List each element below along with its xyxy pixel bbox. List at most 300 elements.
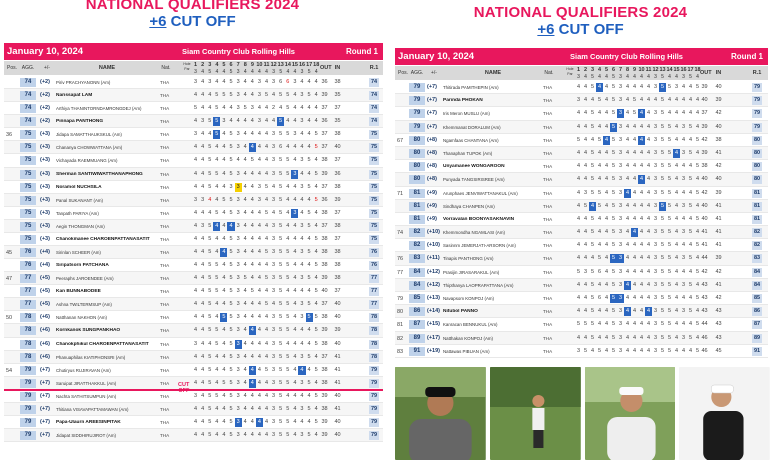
back-nine-total: 39 bbox=[334, 327, 341, 334]
hole-score: 4 bbox=[604, 163, 609, 170]
hole-par: 3 bbox=[272, 69, 276, 75]
nationality: THA bbox=[160, 367, 170, 373]
hole-score: 5 bbox=[667, 123, 672, 130]
hole-score: 5 bbox=[286, 105, 290, 112]
aggregate-score: 75 bbox=[20, 183, 36, 192]
player-name: Phanuaphilas KIATIPHONSRI (Am) bbox=[56, 354, 126, 360]
hole-score: 4 bbox=[208, 196, 212, 203]
nationality: THA bbox=[160, 328, 170, 334]
hole-score: 5 bbox=[611, 229, 616, 236]
hole-score: 3 bbox=[653, 202, 658, 209]
hole-score: 5 bbox=[611, 176, 616, 183]
hole-score: 3 bbox=[618, 189, 623, 196]
hole-score: 4 bbox=[293, 419, 297, 426]
hole-score: 4 bbox=[604, 255, 609, 262]
hole-score: 4 bbox=[314, 79, 318, 85]
table-row bbox=[4, 429, 383, 442]
to-par: (+19) bbox=[427, 347, 440, 354]
table-row bbox=[395, 318, 768, 331]
hole-score: 3 bbox=[236, 92, 240, 99]
round-score: 82 bbox=[753, 229, 761, 236]
player-name: Arthiya THANINTORNDAMRONGDEJ (Am) bbox=[56, 106, 142, 112]
nationality: THA bbox=[160, 315, 170, 321]
golfer-photo-4 bbox=[679, 367, 770, 460]
hole-score: 3 bbox=[576, 97, 581, 104]
hole-score: 4 bbox=[293, 262, 297, 269]
hole-score: 3 bbox=[653, 347, 658, 354]
table-row bbox=[4, 76, 383, 89]
hole-score: 4 bbox=[194, 366, 198, 373]
hole-score: 3 bbox=[272, 314, 276, 321]
aggregate-score: 74 bbox=[20, 91, 36, 100]
hole-score: 5 bbox=[611, 189, 616, 196]
table-row bbox=[4, 272, 383, 285]
front-nine-total: 39 bbox=[321, 432, 328, 439]
hole-score: 5 bbox=[667, 84, 672, 90]
hole-score: 5 bbox=[208, 288, 212, 295]
hole-score: 5 bbox=[279, 262, 283, 269]
hole-score: 5 bbox=[314, 196, 318, 203]
hole-score: 4 bbox=[250, 235, 254, 242]
table-row bbox=[395, 187, 768, 200]
hole-score: 5 bbox=[208, 301, 212, 308]
hole-score: 5 bbox=[576, 268, 581, 275]
back-nine-total: 37 bbox=[334, 209, 341, 216]
hole-score: 5 bbox=[286, 432, 290, 439]
hole-score: 4 bbox=[639, 149, 644, 156]
hole-score: 4 bbox=[250, 170, 254, 177]
hole-number: 4 bbox=[215, 62, 219, 68]
hole-score: 3 bbox=[300, 92, 304, 99]
round-score: 79 bbox=[753, 110, 761, 117]
front-nine-total: 38 bbox=[321, 366, 328, 373]
hole-score: 4 bbox=[576, 123, 581, 130]
hole-score: 4 bbox=[243, 327, 247, 334]
hole-score: 4 bbox=[201, 353, 205, 360]
round-score: 75 bbox=[370, 235, 378, 242]
back-nine-total: 38 bbox=[334, 131, 341, 138]
hole-score: 4 bbox=[314, 353, 318, 360]
hole-par: 4 bbox=[584, 74, 587, 80]
hole-score: 3 bbox=[300, 314, 304, 321]
hole-number: 6 bbox=[611, 67, 616, 73]
hole-score: 5 bbox=[286, 405, 290, 412]
to-par: (+7) bbox=[40, 419, 50, 426]
nationality: THA bbox=[543, 137, 553, 143]
nationality: THA bbox=[160, 276, 170, 282]
hole-score: 5 bbox=[667, 176, 672, 183]
hole-par: 4 bbox=[668, 74, 671, 80]
hole-score: 4 bbox=[293, 405, 297, 412]
back-nine-total: 41 bbox=[715, 149, 722, 156]
hole-score: 4 bbox=[576, 295, 581, 301]
hole-score: 5 bbox=[660, 136, 665, 143]
hole-score: 5 bbox=[611, 347, 616, 354]
round-score: 78 bbox=[370, 353, 378, 360]
hole-score: 4 bbox=[243, 353, 247, 360]
hole-score: 4 bbox=[646, 229, 651, 236]
hole-score: 4 bbox=[250, 92, 254, 99]
hole-scores bbox=[192, 353, 320, 362]
hole-score: 5 bbox=[688, 308, 693, 315]
table-row bbox=[4, 246, 383, 259]
hole-score: 4 bbox=[243, 222, 247, 229]
hole-score: 5 bbox=[229, 301, 233, 308]
nationality: THA bbox=[160, 341, 170, 347]
hole-score: 4 bbox=[695, 97, 700, 104]
hole-number: 8 bbox=[625, 67, 630, 73]
to-par: (+6) bbox=[40, 353, 50, 360]
hole-score: 4 bbox=[194, 288, 198, 295]
hole-score: 4 bbox=[688, 189, 693, 196]
hole-score: 3 bbox=[257, 92, 261, 99]
front-nine-total: 44 bbox=[701, 255, 708, 262]
hole-scores bbox=[192, 104, 320, 113]
table-row bbox=[4, 259, 383, 272]
table-row bbox=[4, 416, 383, 429]
hole-score: 4 bbox=[583, 110, 588, 117]
hole-score: 4 bbox=[681, 295, 686, 301]
hole-score: 4 bbox=[688, 97, 693, 104]
player-name: Kan BUNNABODEE bbox=[56, 289, 101, 295]
hole-score: 4 bbox=[201, 157, 205, 164]
hole-score: 4 bbox=[695, 176, 700, 183]
round-info-bar bbox=[4, 43, 383, 60]
hole-score: 3 bbox=[236, 262, 240, 269]
hole-score: 4 bbox=[674, 347, 679, 354]
hole-score: 4 bbox=[222, 432, 226, 439]
front-nine-total: 39 bbox=[321, 419, 328, 426]
hole-score: 4 bbox=[257, 222, 261, 229]
hole-score: 4 bbox=[300, 288, 304, 295]
hole-score: 5 bbox=[229, 432, 233, 439]
hole-score: 4 bbox=[250, 118, 254, 125]
nationality: THA bbox=[543, 256, 553, 262]
hole-score: 4 bbox=[681, 321, 686, 328]
nationality: THA bbox=[160, 250, 170, 256]
aggregate-score: 79 bbox=[409, 109, 425, 118]
hole-score: 5 bbox=[597, 255, 602, 262]
hole-score: 3 bbox=[194, 79, 198, 85]
player-name: Ngamfaas CHANTANA (Am) bbox=[443, 137, 499, 143]
hole-score: 4 bbox=[646, 321, 651, 328]
front-nine-total: 37 bbox=[321, 105, 328, 112]
round-score: 76 bbox=[370, 249, 378, 256]
hole-score: 5 bbox=[611, 215, 616, 222]
nationality: THA bbox=[543, 164, 553, 170]
hole-score: 4 bbox=[243, 314, 247, 321]
hole-score: 3 bbox=[300, 222, 304, 229]
hole-score: 4 bbox=[632, 176, 637, 183]
round-score: 75 bbox=[370, 131, 378, 138]
hole-score: 4 bbox=[194, 379, 198, 386]
hole-par: 4 bbox=[293, 69, 297, 75]
hole-scores bbox=[192, 431, 320, 440]
front-nine-total: 40 bbox=[701, 176, 708, 183]
hole-score: 5 bbox=[208, 419, 212, 426]
nationality: THA bbox=[543, 243, 553, 249]
aggregate-score: 75 bbox=[20, 222, 36, 231]
player-name: Jidapa SAMATTHAUKSKUL (Am) bbox=[56, 132, 122, 138]
player-name: Peeraphs JAROENDEE (Am) bbox=[56, 276, 114, 282]
round-score: 77 bbox=[370, 288, 378, 295]
hole-score: 4 bbox=[220, 248, 227, 257]
hole-score: 4 bbox=[632, 189, 637, 196]
hole-score: 4 bbox=[257, 235, 261, 242]
nationality: THA bbox=[160, 263, 170, 269]
player-name: Chanokmanee CHAROENPATTANASATIT bbox=[56, 236, 150, 242]
hole-score: 5 bbox=[208, 392, 212, 399]
hole-score: 4 bbox=[286, 144, 290, 151]
hole-par: 5 bbox=[279, 69, 283, 75]
hole-score: 4 bbox=[688, 321, 693, 328]
hole-score: 4 bbox=[208, 209, 212, 216]
hole-score: 5 bbox=[279, 340, 283, 347]
hole-score: 5 bbox=[695, 136, 700, 143]
hole-score: 4 bbox=[201, 327, 205, 334]
hole-score: 4 bbox=[264, 327, 269, 334]
hole-score: 5 bbox=[667, 149, 672, 156]
course-name: Siam Country Club Rolling Hills bbox=[570, 52, 683, 61]
back-nine-total: 42 bbox=[715, 163, 722, 170]
hole-number: 17 bbox=[306, 62, 313, 68]
hole-score: 5 bbox=[229, 235, 233, 242]
aggregate-score: 75 bbox=[20, 130, 36, 139]
header-round-1: R.1 bbox=[752, 70, 762, 76]
hole-scores bbox=[192, 287, 320, 296]
back-nine-total: 43 bbox=[715, 308, 722, 315]
leaderboard-panel-right bbox=[391, 0, 770, 355]
hole-score: 4 bbox=[215, 379, 219, 386]
aggregate-score: 91 bbox=[409, 347, 425, 356]
hole-score: 4 bbox=[222, 131, 226, 138]
hole-score: 4 bbox=[194, 314, 198, 321]
hole-score: 3 bbox=[236, 366, 240, 373]
hole-score: 5 bbox=[279, 314, 283, 321]
round-score: 85 bbox=[753, 295, 761, 301]
player-name: Natthakan KONPOJ (Am) bbox=[443, 335, 494, 341]
nationality: THA bbox=[543, 348, 553, 354]
hole-score: 4 bbox=[688, 347, 693, 354]
hole-par: 3 bbox=[194, 69, 197, 75]
hole-score: 4 bbox=[314, 432, 318, 439]
hole-score: 5 bbox=[590, 215, 595, 222]
hole-score: 5 bbox=[667, 189, 672, 196]
hole-score: 5 bbox=[279, 157, 283, 164]
position: 76 bbox=[397, 256, 404, 263]
hole-score: 3 bbox=[653, 295, 658, 301]
round-score: 89 bbox=[753, 334, 761, 341]
player-name: Pinnapa PANTHONG bbox=[56, 119, 104, 125]
hole-score: 4 bbox=[604, 84, 609, 90]
hole-score: 4 bbox=[583, 123, 588, 130]
hole-scores bbox=[192, 392, 320, 401]
hole-score: 4 bbox=[646, 215, 651, 222]
hole-score: 4 bbox=[314, 92, 318, 99]
hole-score: 5 bbox=[590, 308, 595, 315]
hole-score: 4 bbox=[201, 262, 205, 269]
hole-par: 4 bbox=[314, 69, 318, 75]
hole-score: 4 bbox=[597, 215, 602, 222]
hole-score: 4 bbox=[681, 110, 686, 117]
hole-score: 3 bbox=[194, 392, 198, 399]
to-par: (+8) bbox=[427, 163, 437, 170]
hole-score: 4 bbox=[201, 144, 205, 151]
hole-par: 5 bbox=[307, 69, 311, 75]
header-out: OUT bbox=[320, 65, 332, 71]
leaderboard-panel-left bbox=[0, 0, 385, 439]
hole-score: 4 bbox=[583, 97, 588, 104]
hole-score: 4 bbox=[243, 392, 247, 399]
hole-score: 3 bbox=[300, 157, 304, 164]
aggregate-score: 75 bbox=[20, 170, 36, 179]
hole-score: 4 bbox=[314, 157, 318, 164]
hole-score: 3 bbox=[653, 163, 658, 170]
hole-score: 4 bbox=[307, 105, 311, 112]
hole-score: 5 bbox=[667, 281, 672, 288]
hole-score: 4 bbox=[194, 209, 198, 216]
front-nine-total: 41 bbox=[701, 242, 708, 249]
hole-score: 4 bbox=[293, 144, 297, 151]
hole-par: 4 bbox=[598, 74, 601, 80]
hole-score: 4 bbox=[222, 327, 226, 334]
hole-score: 5 bbox=[597, 347, 602, 354]
hole-score: 4 bbox=[653, 97, 658, 104]
hole-score: 4 bbox=[264, 379, 269, 386]
hole-score: 5 bbox=[279, 353, 283, 360]
hole-score: 4 bbox=[625, 281, 630, 288]
hole-score: 4 bbox=[639, 229, 644, 236]
nationality: THA bbox=[160, 93, 170, 99]
player-name: Chanokphikul CHAROENPATTANASATIT bbox=[56, 341, 149, 347]
hole-score: 4 bbox=[688, 215, 693, 222]
hole-score: 4 bbox=[201, 131, 205, 138]
hole-score: 3 bbox=[236, 327, 240, 334]
player-name: Sirinlan SCHEER (Am) bbox=[56, 250, 101, 256]
back-nine-total: 39 bbox=[334, 196, 341, 203]
hole-scores bbox=[575, 189, 701, 198]
hole-score: 5 bbox=[215, 170, 219, 177]
aggregate-score: 75 bbox=[20, 235, 36, 244]
hole-score: 3 bbox=[653, 149, 658, 156]
hole-score: 4 bbox=[576, 189, 581, 196]
back-nine-total: 38 bbox=[334, 275, 341, 282]
hole-number: 2 bbox=[583, 67, 588, 73]
hole-score: 4 bbox=[639, 189, 644, 196]
hole-score: 4 bbox=[293, 249, 297, 256]
hole-number: 16 bbox=[298, 62, 306, 68]
event-title: NATIONAL QUALIFIERS 2024 bbox=[473, 4, 688, 21]
hole-score: 5 bbox=[611, 281, 616, 288]
hole-score: 4 bbox=[625, 202, 630, 209]
hole-score: 4 bbox=[264, 170, 269, 177]
round-score: 84 bbox=[753, 281, 761, 288]
to-par: (+3) bbox=[40, 209, 50, 216]
front-nine-total: 39 bbox=[321, 275, 328, 282]
hole-score: 4 bbox=[625, 97, 630, 104]
hole-par: 4 bbox=[675, 74, 678, 80]
hole-number: 18 bbox=[694, 67, 701, 73]
hole-score: 4 bbox=[674, 229, 679, 236]
aggregate-score: 77 bbox=[20, 287, 36, 296]
hole-score: 4 bbox=[264, 288, 269, 295]
hole-score: 5 bbox=[314, 288, 318, 295]
hole-score: 5 bbox=[660, 215, 665, 222]
hole-score: 4 bbox=[250, 209, 254, 216]
hole-score: 4 bbox=[583, 308, 588, 315]
table-row bbox=[4, 220, 383, 233]
to-par: (+8) bbox=[427, 149, 437, 156]
hole-score: 3 bbox=[653, 334, 658, 341]
hole-score: 4 bbox=[264, 131, 269, 138]
player-name: Khemmanat DORALUM (Am) bbox=[443, 124, 501, 130]
hole-score: 5 bbox=[688, 255, 693, 262]
hole-score: 5 bbox=[660, 229, 665, 236]
table-row bbox=[4, 377, 383, 390]
hole-score: 3 bbox=[681, 229, 686, 236]
hole-score: 4 bbox=[243, 235, 247, 242]
hole-score: 4 bbox=[236, 157, 240, 164]
hole-score: 3 bbox=[618, 97, 623, 104]
header-name: NAME bbox=[484, 70, 502, 76]
round-date: January 10, 2024 bbox=[7, 46, 84, 57]
hole-score: 5 bbox=[688, 149, 693, 156]
hole-score: 4 bbox=[286, 196, 290, 203]
hole-score: 4 bbox=[201, 105, 205, 112]
round-score: 76 bbox=[370, 262, 378, 269]
hole-score: 3 bbox=[681, 202, 686, 209]
position: 67 bbox=[397, 137, 404, 144]
hole-score: 5 bbox=[277, 117, 284, 126]
front-nine-total: 38 bbox=[321, 249, 328, 256]
hole-score: 3 bbox=[257, 196, 261, 203]
hole-score: 4 bbox=[639, 123, 644, 130]
hole-score: 4 bbox=[597, 176, 602, 183]
hole-par: 4 bbox=[243, 69, 247, 75]
front-nine-total: 37 bbox=[701, 110, 708, 117]
hole-score: 3 bbox=[653, 308, 658, 315]
back-nine-total: 41 bbox=[715, 229, 722, 236]
hole-score: 4 bbox=[293, 105, 297, 112]
hole-number: 8 bbox=[243, 62, 247, 68]
hole-score: 4 bbox=[264, 222, 269, 229]
hole-score: 3 bbox=[272, 379, 276, 386]
hole-score: 5 bbox=[213, 130, 220, 139]
nationality: THA bbox=[160, 80, 170, 85]
hole-score: 4 bbox=[264, 432, 269, 439]
hole-score: 4 bbox=[625, 308, 630, 315]
hole-score: 3 bbox=[653, 215, 658, 222]
hole-score: 3 bbox=[300, 405, 304, 412]
table-row bbox=[395, 266, 768, 279]
nationality: THA bbox=[543, 85, 553, 90]
hole-score: 5 bbox=[229, 131, 233, 138]
hole-par: 5 bbox=[591, 74, 594, 80]
hole-score: 6 bbox=[279, 144, 283, 151]
table-row bbox=[4, 115, 383, 128]
hole-score: 5 bbox=[660, 295, 665, 301]
hole-score: 5 bbox=[229, 314, 233, 321]
hole-score: 5 bbox=[314, 327, 318, 334]
hole-score: 4 bbox=[307, 144, 311, 151]
hole-score: 4 bbox=[604, 149, 609, 156]
hole-score: 5 bbox=[264, 92, 269, 99]
to-par: (+6) bbox=[40, 314, 50, 321]
hole-score: 4 bbox=[646, 268, 651, 275]
hole-score: 4 bbox=[194, 275, 198, 282]
hole-score: 3 bbox=[300, 183, 304, 190]
cut-label-word-1: CUT bbox=[178, 381, 190, 388]
